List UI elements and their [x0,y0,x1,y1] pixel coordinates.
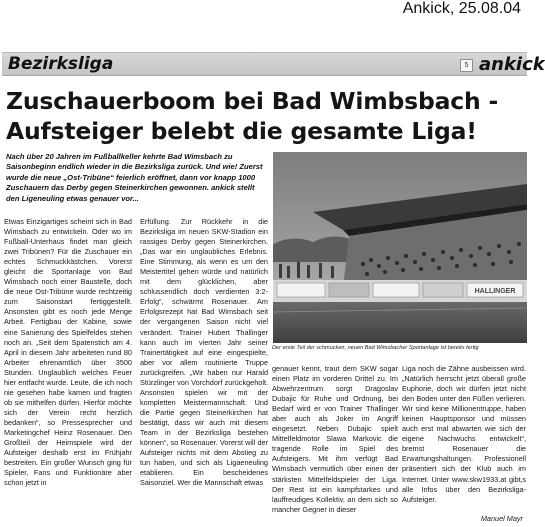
article-column-3: genauer kennt, traut dem SKW sogar einen Platz im vorderen Drittel zu. Im Abwehrzentrum sorgt Dragoslav Dubajic für Ruhe und Ordnung, bei Bedarf wird er von Trainer Thallinger aber auch als Joker im Angriff eingesetzt. Neben Dubajic spielt Mittelfeldmotor Slawa Markovic die tragende Rolle im Spiel des Aufsteigers. Mit ihm verfügt Bad Wimsbach vermutlich über einen der stärksten Mittelfeldspieler der Liga. Der Rest ist ein kampfstarkes und lauffreudiges Kollektiv, an dem sich so mancher Gegner in dieser [272,364,398,514]
magazine-logo: ankick [479,54,545,75]
author-byline: Manuel Mayr [480,514,523,523]
article-column-2: Erfüllung. Zur Rückkehr in die Bezirksliga im neuen SKW-Stadion ein rassiges Derby gegen Steinerkirchen. „Das war ein unglaubliches Erlebnis. Eine Stimmung, als wenn es um den Meistertitel gehen würde und natürlich mit dem glücklichen, aber schlussendlich doch verdienten 3:2-Erfolg“, schwärmt Rosenauer. Am Erfolgsrezept hat Bad Wimsbach seit der vergangenen Saison nicht viel verändert. Trainer Hubert Thallinger kann auch im vierten Jahr seiner Trainertätigkeit auf eine eingespielte, aber vor allem routinierte Truppe zurückgreifen. „Wir haben nur Harald Stürzlinger von Vorchdorf zurückgeholt. Ansonsten spielen wir mit der kompletten Meistermannschaft. Und die Partie gegen Steinerkirchen hat bestätigt, dass wir auch mit diesem Team in der Bezirksliga bestehen können“, so Rosenauer. Vorerst will der Aufsteiger nichts mit dem Abstieg zu tun haben, und sich als Ligaeneuling etablieren. Ein bescheidenes Saisonziel. Wer die Mannschaft etwas [140,217,268,488]
headline-line-2: Aufsteiger belebt die gesamte Liga! [6,117,477,145]
ad-board-text: HALLINGER [474,288,516,295]
headline-line-1: Zuschauerboom bei Bad Wimbsbach - [6,87,499,115]
article-column-4: Liga noch die Zähne ausbeissen wird. „Natürlich herrscht jetzt überall große Euphorie, doch wir dürfen jetzt nicht den Boden unter den Füßen verlieren. Wir sind keine Millionentruppe, haben keinen Hauptsponsor und müssen auch erst mal abwarten wie sich der eigene Nachwuchs entwickelt“, bremst Rosenauer die Erwartungshaltungen. Professionell präsentiert sich der Klub auch im Internet. Unter www.skw1933.at gibt‚s alle Infos über den Bezirksliga-Aufsteiger. [402,364,526,504]
clipping-caption: Ankick, 25.08.04 [402,0,521,17]
article-lead: Nach über 20 Jahren im Fußballkeller kehrte Bad Wimsbach zu Saisonbeginn endlich wieder in die Bezirksliga zurück. Und wie! Zuerst wurde die neue „Ost-Tribüne“ feierlich eröffnet, dann vor knapp 1000 Zuschauern das Derby gegen Steinerkirchen gewonnen. ankick stellt den Ligeneuling etwas genauer vor... [6,152,263,203]
section-name: Bezirksliga [8,54,114,74]
section-header-bar [2,52,545,76]
stadium-photo [273,152,527,343]
photo-caption: Der erste Teil der schmucken, neuen Bad Wimsbacher Sportanlage ist bereits fertig [272,345,479,351]
article-column-1: Etwas Einzigartiges scheint sich in Bad Wimsbach zu entwickeln. Oder wo im Fußball-Unterhaus findet man gleich zwei Tribünen? Für die Zuschauer ein echtes Schmuckkästchen. Vorerst gleicht die Sportanlage von Bad Wimsbach noch einer Baustelle, doch die neue Ost-Tribüne wurde rechtzeitig zum Saisonstart fertiggestellt. Ansonsten gibt es noch jede Menge Arbeit. Fertigbau der Kabine, sowie eine Sanierung des Spielfeldes stehen noch an. „Seit dem Spatenstich am 4. April in diesem Jahr arbeiteten rund 80 Arbeiter ehrenamtlich über 3500 Stunden. Unglaublich welches Feuer hier entfacht wurde. Leute, die ich noch nie gesehen habe kamen und fragten ob sie mithelfen dürfen. Hierfür möchte sich der Verein recht herzlich bedanken“, so Pressesprecher und Marketingchef Heinz Rosenauer. Den Großteil der Heimspiele wird der Aufsteiger deshalb erst im Frühjahr bestreiten. Ein großer Wunsch ging für Spieler, Fans und Funktionäre aber schon jetzt in [4,217,132,488]
stadium-photo-illustration [273,152,527,343]
page-number: 5 [460,59,473,72]
article-headline [6,86,526,146]
